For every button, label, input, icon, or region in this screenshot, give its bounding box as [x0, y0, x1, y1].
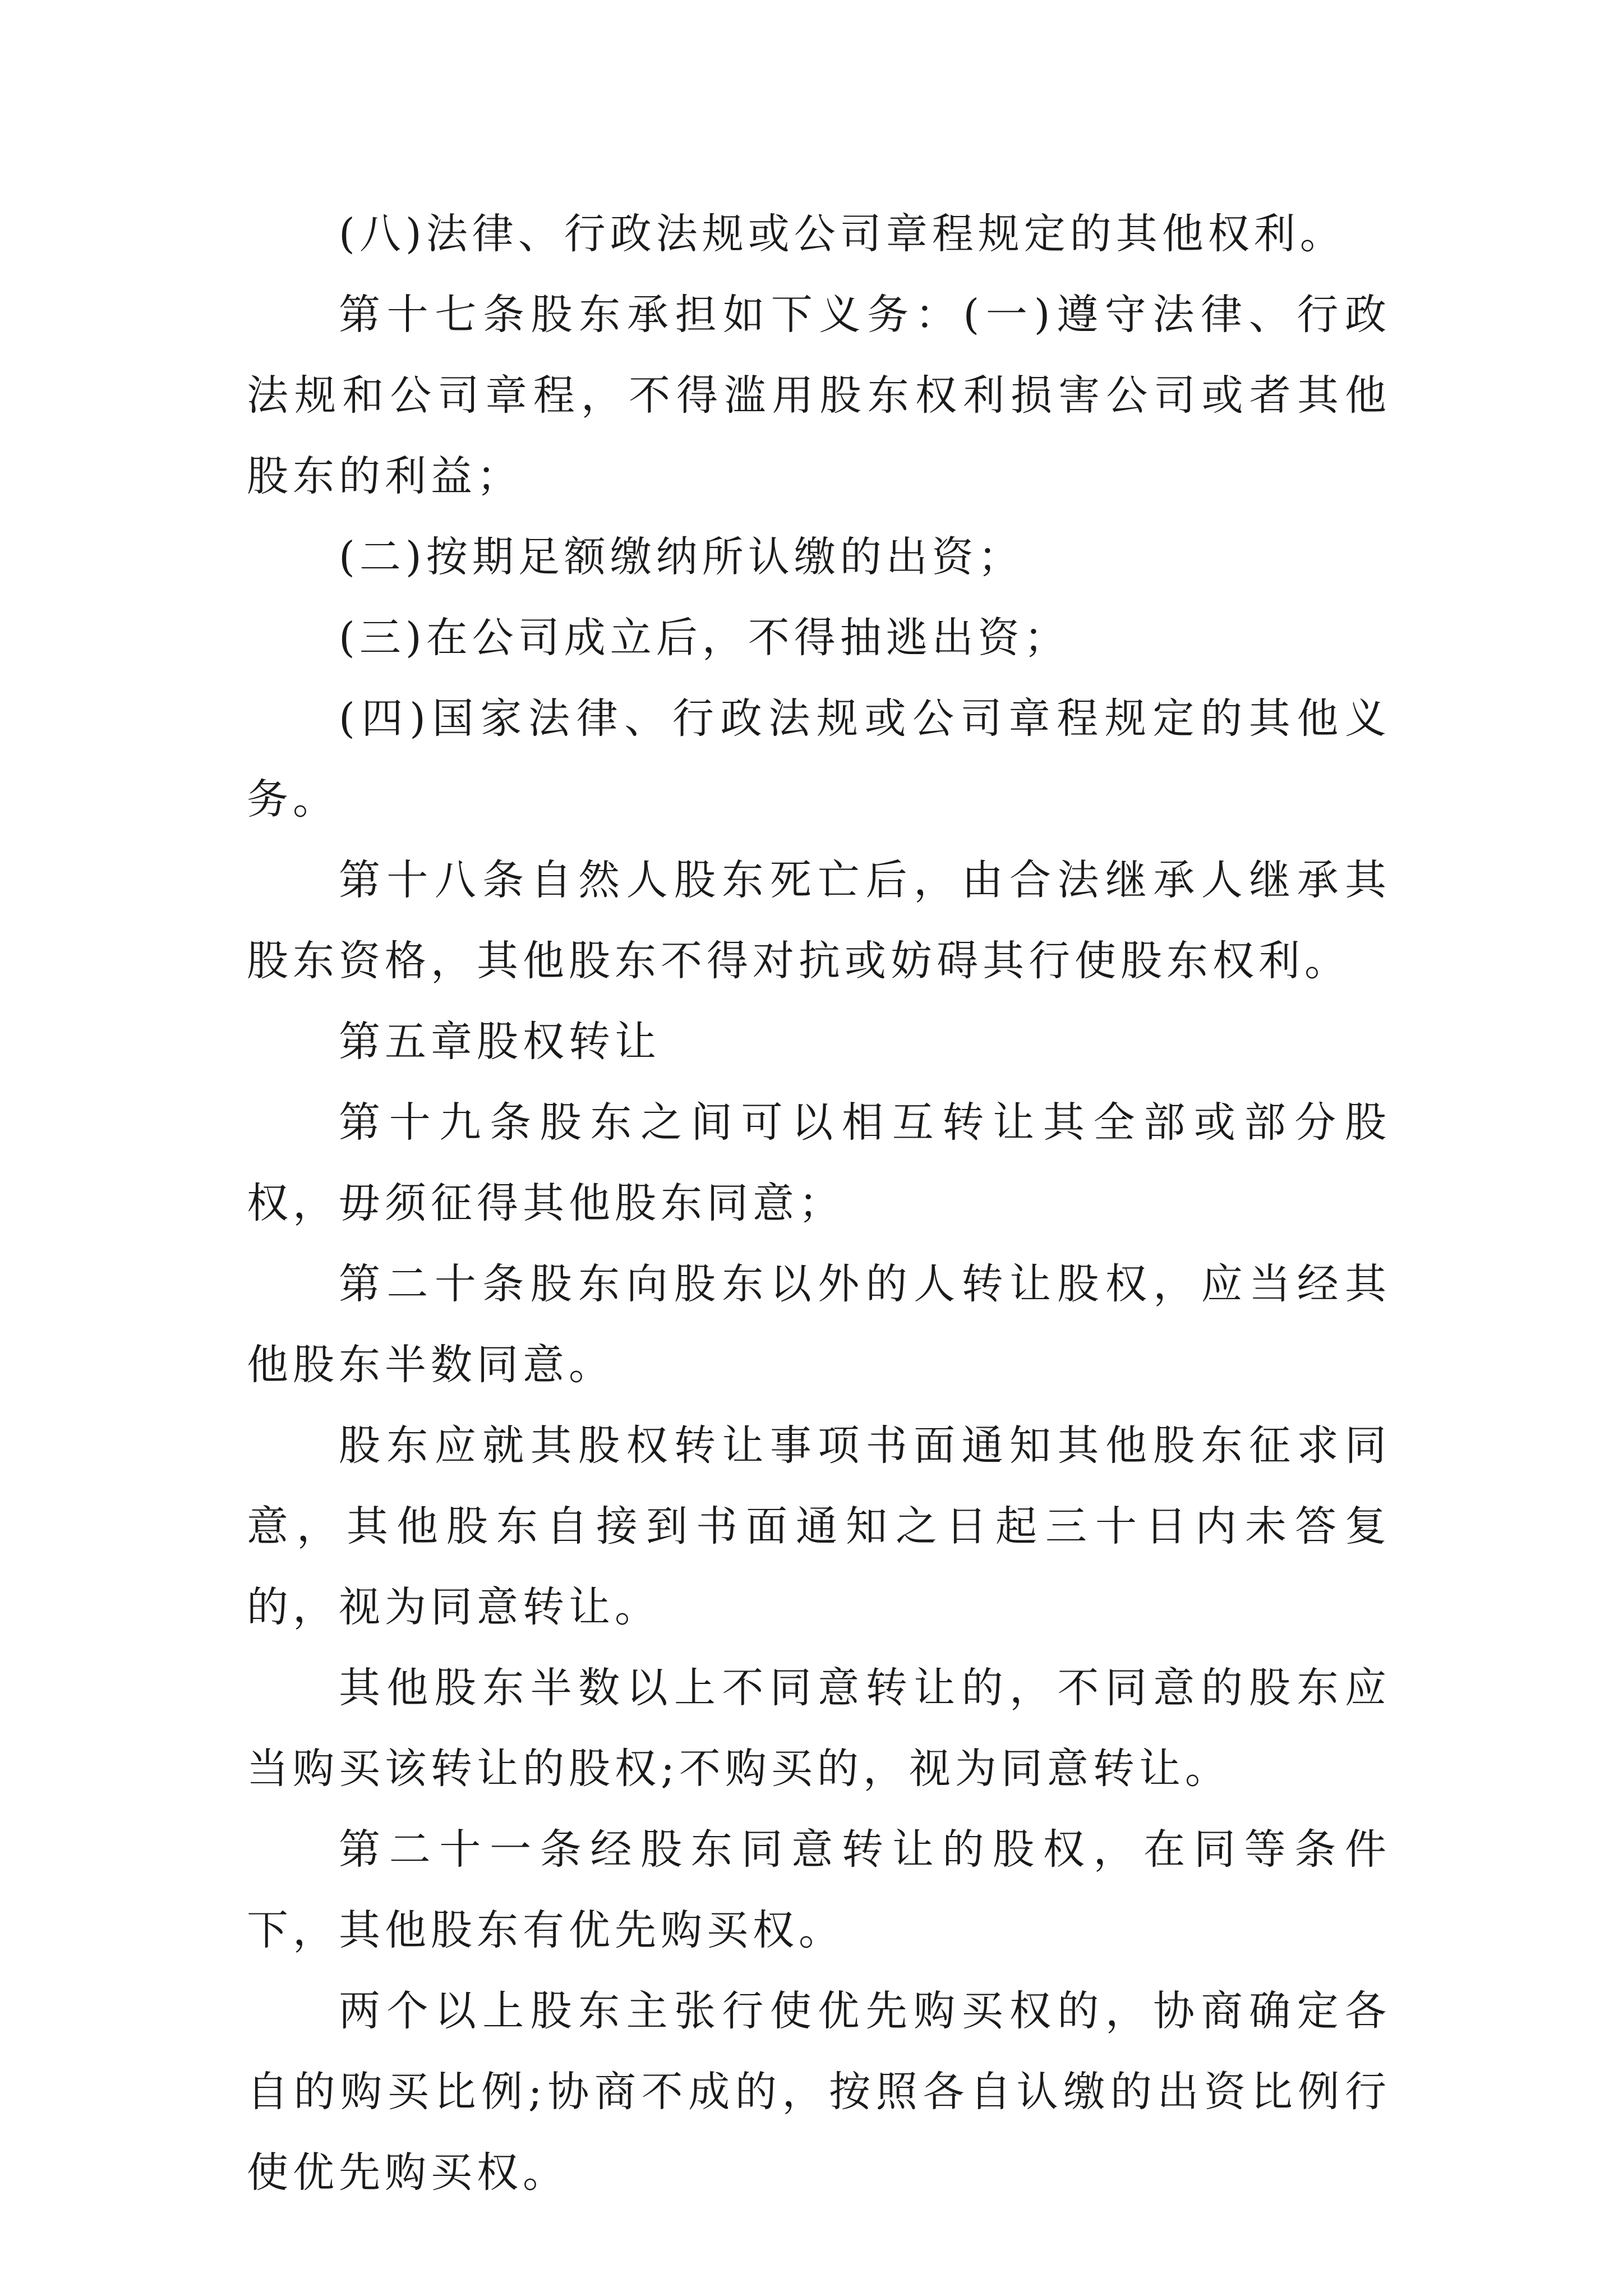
- paragraph-article-20: 第二十条股东向股东以外的人转让股权，应当经其他股东半数同意。: [247, 1260, 1391, 1389]
- paragraph-duty-2: (二)按期足额缴纳所认缴的出资；: [339, 533, 1024, 581]
- paragraph-article-19: 第十九条股东之间可以相互转让其全部或部分股权，毋须征得其他股东同意；: [247, 1098, 1391, 1227]
- paragraph-article-17: 第十七条股东承担如下义务：(一)遵守法律、行政法规和公司章程，不得滥用股东权利损害公司或者其他股东的利益；: [247, 291, 1391, 500]
- paragraph-duty-4: (四)国家法律、行政法规或公司章程规定的其他义务。: [247, 694, 1391, 823]
- chapter-heading: 第五章股权转让: [339, 1018, 661, 1066]
- paragraph-rights-8: (八)法律、行政法规或公司章程规定的其他权利。: [339, 210, 1346, 258]
- paragraph-purchase: 其他股东半数以上不同意转让的，不同意的股东应当购买该转让的股权;不购买的，视为同意转让。: [247, 1664, 1391, 1793]
- paragraph-article-21: 第二十一条经股东同意转让的股权，在同等条件下，其他股东有优先购买权。: [247, 1825, 1391, 1954]
- paragraph-duty-3: (三)在公司成立后，不得抽逃出资；: [339, 614, 1070, 662]
- paragraph-preemption: 两个以上股东主张行使优先购买权的，协商确定各自的购买比例;协商不成的，按照各自认缴的出资比例行使优先购买权。: [247, 1987, 1391, 2197]
- paragraph-article-18: 第十八条自然人股东死亡后，由合法继承人继承其股东资格，其他股东不得对抗或妨碍其行使股东权利。: [247, 856, 1391, 985]
- document-body: [247, 194, 1391, 2213]
- paragraph-notice: 股东应就其股权转让事项书面通知其他股东征求同意，其他股东自接到书面通知之日起三十日内未答复的，视为同意转让。: [247, 1421, 1391, 1631]
